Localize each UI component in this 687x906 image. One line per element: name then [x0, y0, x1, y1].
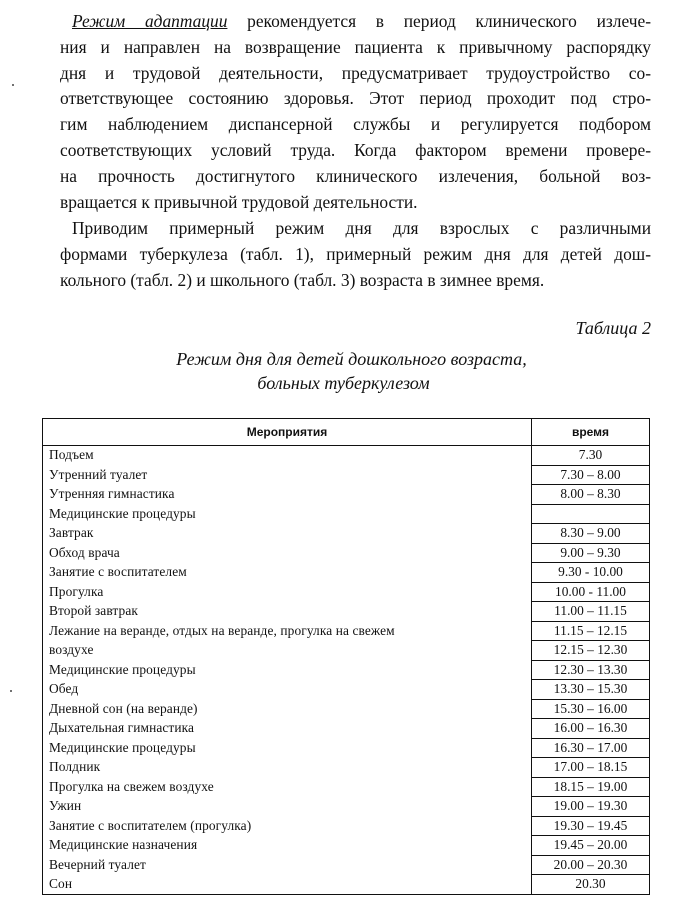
table-number: Таблица 2 [575, 318, 651, 338]
time-cell: 11.00 – 11.15 [532, 602, 650, 622]
activity-cell: Дневной сон (на веранде) [43, 699, 532, 719]
activity-cell: воздухе [43, 641, 532, 661]
time-cell [532, 504, 650, 524]
table-row [43, 641, 650, 661]
caption-line-2: больных туберкулезом [257, 373, 430, 393]
activity-cell: Лежание на веранде, отдых на веранде, прогулка на свежем [43, 621, 532, 641]
time-cell: 20.00 – 20.30 [532, 855, 650, 875]
column-header-activity: Мероприятия [43, 419, 532, 446]
time-cell: 12.15 – 12.30 [532, 641, 650, 661]
activity-cell: Утренняя гимнастика [43, 485, 532, 505]
time-cell: 7.30 – 8.00 [532, 465, 650, 485]
time-cell: 9.30 - 10.00 [532, 563, 650, 583]
activity-cell: Медицинские назначения [43, 836, 532, 856]
time-cell: 16.30 – 17.00 [532, 738, 650, 758]
scan-speck [12, 84, 14, 86]
table-row [43, 563, 650, 583]
time-cell: 8.00 – 8.30 [532, 485, 650, 505]
time-cell: 12.30 – 13.30 [532, 660, 650, 680]
lead-term: Режим адаптации [72, 11, 228, 31]
table-row [43, 875, 650, 895]
table-header-row [43, 419, 650, 446]
time-cell: 9.00 – 9.30 [532, 543, 650, 563]
time-cell: 19.00 – 19.30 [532, 797, 650, 817]
paragraph-line: ния и направлен на возвращение пациента к привычному распорядку [60, 36, 651, 57]
time-cell: 7.30 [532, 446, 650, 466]
paragraph-line: дня и трудовой деятельности, предусматривает трудоустройство со- [60, 62, 651, 83]
time-cell: 11.15 – 12.15 [532, 621, 650, 641]
time-cell: 17.00 – 18.15 [532, 758, 650, 778]
time-cell: 13.30 – 15.30 [532, 680, 650, 700]
activity-cell: Медицинские процедуры [43, 738, 532, 758]
activity-cell: Прогулка [43, 582, 532, 602]
activity-cell: Медицинские процедуры [43, 504, 532, 524]
table-row [43, 719, 650, 739]
table-row [43, 699, 650, 719]
activity-cell: Вечерний туалет [43, 855, 532, 875]
table-row [43, 465, 650, 485]
time-cell: 19.45 – 20.00 [532, 836, 650, 856]
scan-speck [10, 690, 12, 692]
caption-line-1: Режим дня для детей дошкольного возраста, [176, 349, 527, 369]
table-row [43, 485, 650, 505]
activity-cell: Прогулка на свежем воздухе [43, 777, 532, 797]
paragraph-line: ответствующее состоянию здоровья. Этот период проходит под стро- [60, 88, 651, 109]
activity-cell: Медицинские процедуры [43, 660, 532, 680]
activity-cell: Сон [43, 875, 532, 895]
table-caption [0, 347, 687, 395]
activity-cell: Утренний туалет [43, 465, 532, 485]
activity-cell: Ужин [43, 797, 532, 817]
activity-cell: Занятие с воспитателем [43, 563, 532, 583]
activity-cell: Подъем [43, 446, 532, 466]
table-row [43, 680, 650, 700]
paragraph-line: формами туберкулеза (табл. 1), примерный режим дня для детей дош- [60, 243, 651, 264]
schedule-table [42, 418, 650, 895]
paragraph-adaptation [60, 9, 651, 215]
paragraph-line: на прочность достигнутого клинического излечения, больной воз- [60, 165, 651, 186]
activity-cell: Дыхательная гимнастика [43, 719, 532, 739]
time-cell: 18.15 – 19.00 [532, 777, 650, 797]
time-cell: 15.30 – 16.00 [532, 699, 650, 719]
table-row [43, 446, 650, 466]
activity-cell: Полдник [43, 758, 532, 778]
activity-cell: Занятие с воспитателем (прогулка) [43, 816, 532, 836]
activity-cell: Обход врача [43, 543, 532, 563]
table-row [43, 621, 650, 641]
table-row [43, 602, 650, 622]
activity-cell: Завтрак [43, 524, 532, 544]
column-header-time: время [532, 419, 650, 446]
paragraph-line: Режим адаптации рекомендуется в период клинического излече- [72, 11, 651, 31]
table-row [43, 738, 650, 758]
schedule-body [43, 446, 650, 895]
paragraph-intro [60, 216, 651, 293]
table-row [43, 855, 650, 875]
table-row [43, 524, 650, 544]
table-row [43, 543, 650, 563]
paragraph-line: вращается к привычной трудовой деятельности. [60, 191, 418, 212]
time-cell: 10.00 - 11.00 [532, 582, 650, 602]
table-row [43, 797, 650, 817]
time-cell: 20.30 [532, 875, 650, 895]
paragraph-line: кольного (табл. 2) и школьного (табл. 3) возраста в зимнее время. [60, 269, 545, 290]
paragraph-line: соответствующих условий труда. Когда фактором времени провере- [60, 139, 651, 160]
time-cell: 16.00 – 16.30 [532, 719, 650, 739]
paragraph-line: гим наблюдением диспансерной службы и регулируется подбором [60, 114, 651, 135]
table-row [43, 582, 650, 602]
time-cell: 8.30 – 9.00 [532, 524, 650, 544]
table-row [43, 504, 650, 524]
activity-cell: Обед [43, 680, 532, 700]
time-cell: 19.30 – 19.45 [532, 816, 650, 836]
table-row [43, 836, 650, 856]
table-row [43, 816, 650, 836]
table-row [43, 777, 650, 797]
paragraph-line: Приводим примерный режим дня для взрослых с различными [72, 218, 651, 238]
activity-cell: Второй завтрак [43, 602, 532, 622]
table-row [43, 660, 650, 680]
table-row [43, 758, 650, 778]
